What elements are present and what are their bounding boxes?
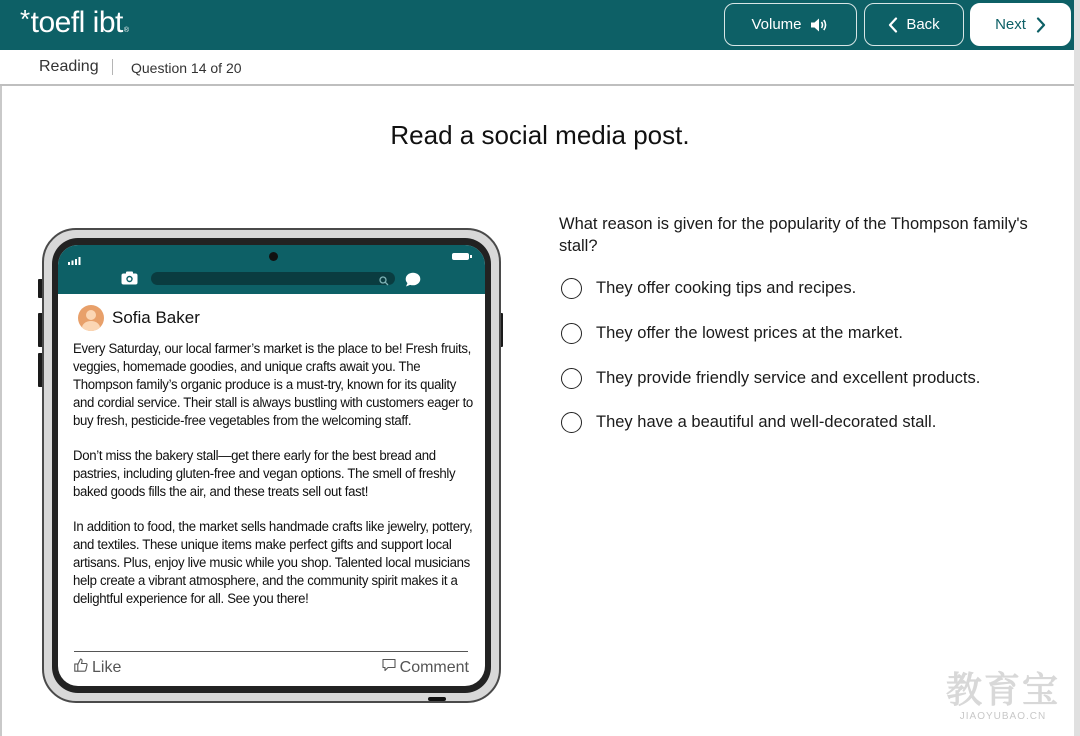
radio-button[interactable] xyxy=(561,323,582,344)
social-app-bar xyxy=(58,245,485,294)
front-camera xyxy=(269,252,278,261)
post-author: Sofia Baker xyxy=(112,308,200,327)
like-action xyxy=(74,658,121,677)
content-left-border xyxy=(0,86,2,736)
volume-button-label: Volume xyxy=(751,16,802,33)
camera-icon xyxy=(121,271,138,290)
answer-option-label: They offer the lowest prices at the market. xyxy=(596,324,903,342)
toefl-logo xyxy=(20,6,129,40)
chevron-left-icon xyxy=(888,17,898,33)
phone-screen xyxy=(58,245,485,686)
battery-icon xyxy=(452,253,469,260)
answer-option-label: They offer cooking tips and recipes. xyxy=(596,279,857,297)
post-paragraph: In addition to food, the market sells handmade crafts like jewelry, pottery, and textiles. These unique items make perfect gifts and support local artisans. Plus, enjoy live music while you shop. Talented local musicians help create a vibrant atmosphere, and the community spirit makes it a delightful experience for all. See you there! xyxy=(73,519,473,607)
comment-action xyxy=(382,658,469,677)
chevron-right-icon xyxy=(1036,17,1046,33)
answer-option-label: They have a beautiful and well-decorated stall. xyxy=(596,413,937,431)
post-divider xyxy=(74,651,468,652)
volume-button[interactable] xyxy=(724,3,857,46)
watermark xyxy=(946,662,1060,722)
section-name: Reading xyxy=(39,58,99,75)
radio-button[interactable] xyxy=(561,278,582,299)
trademark-mark: ® xyxy=(123,27,129,34)
back-button[interactable] xyxy=(864,3,964,46)
answer-option-1[interactable] xyxy=(561,278,856,299)
app-search-bar xyxy=(151,272,395,285)
page-title: Read a social media post. xyxy=(390,120,690,150)
back-button-label: Back xyxy=(906,16,940,33)
watermark-text: 教育宝 xyxy=(946,669,1061,710)
radio-button[interactable] xyxy=(561,368,582,389)
next-button-label: Next xyxy=(995,16,1026,33)
section-divider xyxy=(112,59,113,75)
radio-button[interactable] xyxy=(561,412,582,433)
answer-option-4[interactable] xyxy=(561,412,936,433)
watermark-url: JIAOYUBAO.CN xyxy=(959,711,1047,722)
question-counter: Question 14 of 20 xyxy=(131,60,242,76)
comment-icon xyxy=(382,658,400,677)
comment-label: Comment xyxy=(399,658,469,676)
section-bar xyxy=(0,50,1080,86)
asterisk-icon: * xyxy=(20,4,30,34)
chat-bubble-icon xyxy=(405,272,421,292)
logo-text: toefl ibt xyxy=(30,6,123,39)
answer-option-2[interactable] xyxy=(561,323,903,344)
post-paragraph: Every Saturday, our local farmer’s market is the place to be! Fresh fruits, veggies, homemade goodies, and unique crafts await you. The Thompson family’s organic produce is a must-try, known for its quality and cordial service. Their stall is always bustling with customers eager to buy fresh, pesticide-free vegetables from the welcoming staff. xyxy=(73,341,473,429)
question-prompt: What reason is given for the popularity of the Thompson family's stall? xyxy=(559,215,1028,255)
next-button[interactable] xyxy=(970,3,1071,46)
answer-option-label: They provide friendly service and excellent products. xyxy=(596,369,981,387)
speaker-icon xyxy=(810,17,830,33)
post-paragraph: Don’t miss the bakery stall—get there early for the best bread and pastries, including gluten-free and vegan options. The smell of freshly baked goods fills the air, and these treats sell out fast! xyxy=(73,448,456,500)
answer-option-3[interactable] xyxy=(561,368,980,389)
like-label: Like xyxy=(92,658,122,676)
phone-frame xyxy=(42,228,501,703)
phone-bezel xyxy=(52,238,491,693)
signal-icon xyxy=(68,252,82,270)
scrollbar-track[interactable] xyxy=(1074,0,1080,736)
top-bar xyxy=(0,0,1080,50)
search-icon xyxy=(379,273,389,291)
avatar xyxy=(78,305,104,331)
phone-speaker xyxy=(428,697,446,701)
post-body xyxy=(73,340,475,625)
thumbs-up-icon xyxy=(74,658,92,677)
